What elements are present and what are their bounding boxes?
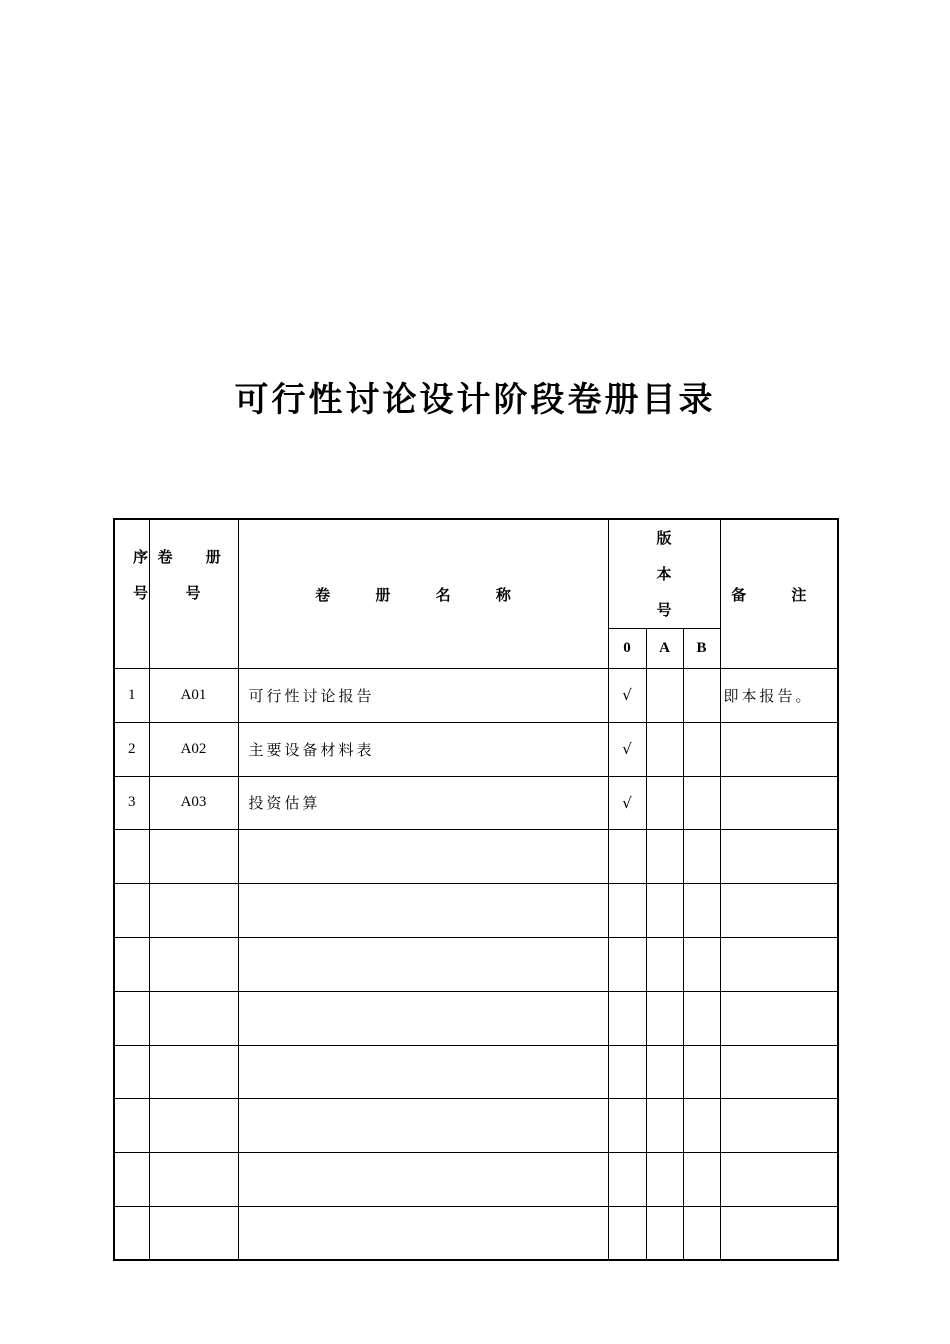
row-note: 即本报告。 — [720, 669, 838, 723]
row-volume-number — [149, 830, 238, 884]
row-volume-name — [238, 937, 608, 991]
row-volume-name — [238, 1045, 608, 1099]
row-version-b — [683, 991, 720, 1045]
row-note — [720, 991, 838, 1045]
row-volume-number — [149, 991, 238, 1045]
volume-catalog-table — [113, 518, 839, 1261]
row-version-0: √ — [608, 669, 646, 723]
row-version-b — [683, 1045, 720, 1099]
table-row — [114, 830, 838, 884]
row-version-a — [646, 1045, 683, 1099]
table-row — [114, 722, 838, 776]
row-version-0 — [608, 991, 646, 1045]
row-version-0 — [608, 1099, 646, 1153]
row-volume-name: 投资估算 — [238, 776, 608, 830]
row-version-0 — [608, 1153, 646, 1207]
table-row — [114, 1045, 838, 1099]
row-version-b — [683, 1206, 720, 1260]
row-note — [720, 884, 838, 938]
row-version-b — [683, 776, 720, 830]
row-version-a — [646, 937, 683, 991]
row-version-a — [646, 991, 683, 1045]
row-volume-number — [149, 884, 238, 938]
row-volume-number: A03 — [149, 776, 238, 830]
row-volume-name — [238, 991, 608, 1045]
row-volume-number: A02 — [149, 722, 238, 776]
row-version-b — [683, 937, 720, 991]
header-version-number: 版 本 号 — [608, 519, 720, 629]
row-version-b — [683, 669, 720, 723]
row-version-a — [646, 1099, 683, 1153]
header-volume-name: 卷 册 名 称 — [238, 519, 608, 669]
row-seq-number — [114, 884, 149, 938]
table-row — [114, 991, 838, 1045]
row-seq-number — [114, 1099, 149, 1153]
row-seq-number: 1 — [114, 669, 149, 723]
row-volume-name — [238, 1153, 608, 1207]
table-row — [114, 669, 838, 723]
row-note — [720, 1206, 838, 1260]
table-row — [114, 884, 838, 938]
row-volume-name: 可行性讨论报告 — [238, 669, 608, 723]
row-version-0: √ — [608, 722, 646, 776]
row-version-a — [646, 669, 683, 723]
row-volume-name: 主要设备材料表 — [238, 722, 608, 776]
row-version-0 — [608, 830, 646, 884]
row-version-b — [683, 830, 720, 884]
row-version-a — [646, 884, 683, 938]
table-row — [114, 937, 838, 991]
row-volume-number — [149, 1099, 238, 1153]
row-volume-name — [238, 1206, 608, 1260]
row-version-b — [683, 884, 720, 938]
row-version-a — [646, 722, 683, 776]
row-version-b — [683, 1099, 720, 1153]
table-row — [114, 776, 838, 830]
row-volume-number — [149, 1045, 238, 1099]
row-seq-number — [114, 991, 149, 1045]
row-volume-name — [238, 1099, 608, 1153]
row-seq-number: 2 — [114, 722, 149, 776]
row-volume-number — [149, 1206, 238, 1260]
page-title: 可行性讨论设计阶段卷册目录 — [234, 380, 716, 420]
row-version-0 — [608, 1206, 646, 1260]
row-note — [720, 937, 838, 991]
row-volume-name — [238, 830, 608, 884]
row-version-a — [646, 1206, 683, 1260]
row-seq-number — [114, 937, 149, 991]
row-version-a — [646, 830, 683, 884]
row-note — [720, 776, 838, 830]
header-version-a: A — [646, 629, 683, 669]
header-seq-number: 序 号 — [114, 519, 149, 669]
row-version-a — [646, 776, 683, 830]
header-version-b: B — [683, 629, 720, 669]
row-version-b — [683, 722, 720, 776]
row-version-0 — [608, 937, 646, 991]
row-note — [720, 722, 838, 776]
header-version-0: 0 — [608, 629, 646, 669]
row-note — [720, 1045, 838, 1099]
row-note — [720, 830, 838, 884]
row-volume-number — [149, 937, 238, 991]
row-version-b — [683, 1153, 720, 1207]
header-note: 备 注 — [720, 519, 838, 669]
row-note — [720, 1099, 838, 1153]
table-row — [114, 1099, 838, 1153]
row-version-0 — [608, 884, 646, 938]
row-volume-number — [149, 1153, 238, 1207]
row-version-0: √ — [608, 776, 646, 830]
table-row — [114, 1206, 838, 1260]
row-version-0 — [608, 1045, 646, 1099]
row-seq-number — [114, 830, 149, 884]
table-row — [114, 1153, 838, 1207]
row-version-a — [646, 1153, 683, 1207]
row-volume-name — [238, 884, 608, 938]
header-volume-number: 卷 册 号 — [149, 519, 238, 669]
row-seq-number — [114, 1045, 149, 1099]
row-note — [720, 1153, 838, 1207]
row-seq-number — [114, 1206, 149, 1260]
row-seq-number — [114, 1153, 149, 1207]
row-volume-number: A01 — [149, 669, 238, 723]
row-seq-number: 3 — [114, 776, 149, 830]
